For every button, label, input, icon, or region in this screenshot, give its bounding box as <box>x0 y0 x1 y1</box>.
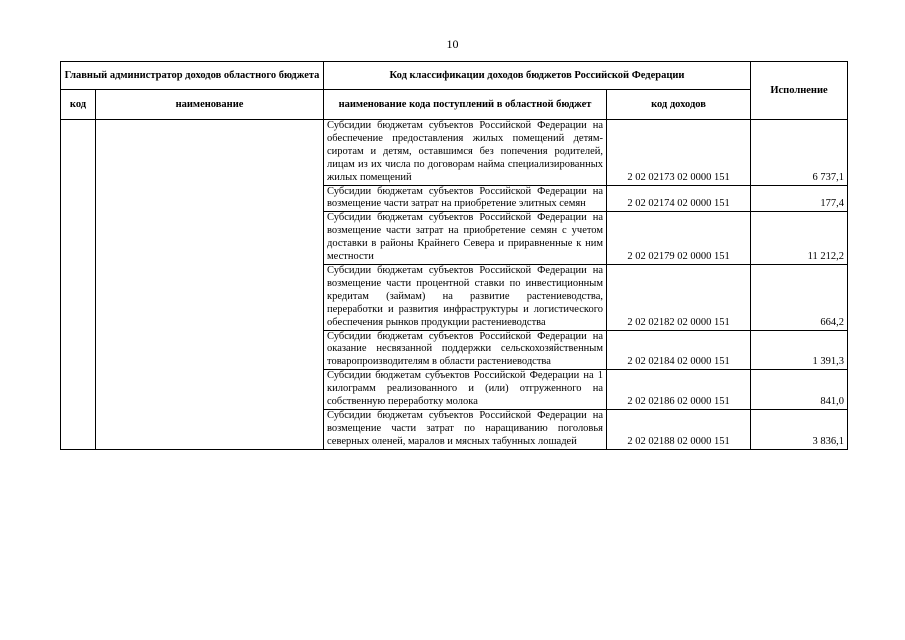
page-number: 10 <box>446 37 459 51</box>
row-income-code: 2 02 02182 02 0000 151 <box>607 264 751 330</box>
row-amount: 841,0 <box>751 370 848 410</box>
row-income-code: 2 02 02184 02 0000 151 <box>607 330 751 370</box>
row-description: Субсидии бюджетам субъектов Российской Федерации на оказание несвязанной поддержки сельскохозяйственным товаропроизводителям в области растениеводства <box>324 330 607 370</box>
row-description: Субсидии бюджетам субъектов Российской Федерации на возмещение части затрат по наращиванию поголовья северных оленей, маралов и мясных табунных лошадей <box>324 409 607 449</box>
row-income-code: 2 02 02173 02 0000 151 <box>607 120 751 186</box>
row-amount: 177,4 <box>751 185 848 212</box>
row-description: Субсидии бюджетам субъектов Российской Федерации на возмещение части процентной ставки по инвестиционным кредитам (займам) на развитие растениеводства, переработки и развития инфраструктуры и логистического обеспечения рынков продукции растениеводства <box>324 264 607 330</box>
row-description: Субсидии бюджетам субъектов Российской Федерации на обеспечение предоставления жилых помещений детям-сиротам и детям, оставшимся без попечения родителей, лицам из их числа по договорам найма специализированных жилых помещений <box>324 120 607 186</box>
row-income-code: 2 02 02179 02 0000 151 <box>607 212 751 265</box>
header-execution: Исполнение <box>751 62 848 120</box>
row-description: Субсидии бюджетам субъектов Российской Федерации на 1 килограмм реализованного и (или) отгруженного на собственную переработку молока <box>324 370 607 410</box>
row-income-code: 2 02 02174 02 0000 151 <box>607 185 751 212</box>
header-receipt-code-name: наименование кода поступлений в областной бюджет <box>324 90 607 120</box>
header-chief-administrator: Главный администратор доходов областного бюджета <box>61 62 324 90</box>
row-income-code: 2 02 02188 02 0000 151 <box>607 409 751 449</box>
row-amount: 11 212,2 <box>751 212 848 265</box>
row-amount: 3 836,1 <box>751 409 848 449</box>
header-classification-code: Код классификации доходов бюджетов Российской Федерации <box>324 62 751 90</box>
admin-code-cell <box>61 120 96 450</box>
header-code: код <box>61 90 96 120</box>
row-amount: 664,2 <box>751 264 848 330</box>
header-name: наименование <box>96 90 324 120</box>
row-amount: 1 391,3 <box>751 330 848 370</box>
income-table <box>60 61 848 450</box>
row-description: Субсидии бюджетам субъектов Российской Федерации на возмещение части затрат на приобретение семян с учетом доставки в районы Крайнего Севера и приравненные к ним местности <box>324 212 607 265</box>
row-income-code: 2 02 02186 02 0000 151 <box>607 370 751 410</box>
row-amount: 6 737,1 <box>751 120 848 186</box>
header-income-code: код доходов <box>607 90 751 120</box>
admin-name-cell <box>96 120 324 450</box>
row-description: Субсидии бюджетам субъектов Российской Федерации на возмещение части затрат на приобретение элитных семян <box>324 185 607 212</box>
table-row <box>61 120 848 186</box>
